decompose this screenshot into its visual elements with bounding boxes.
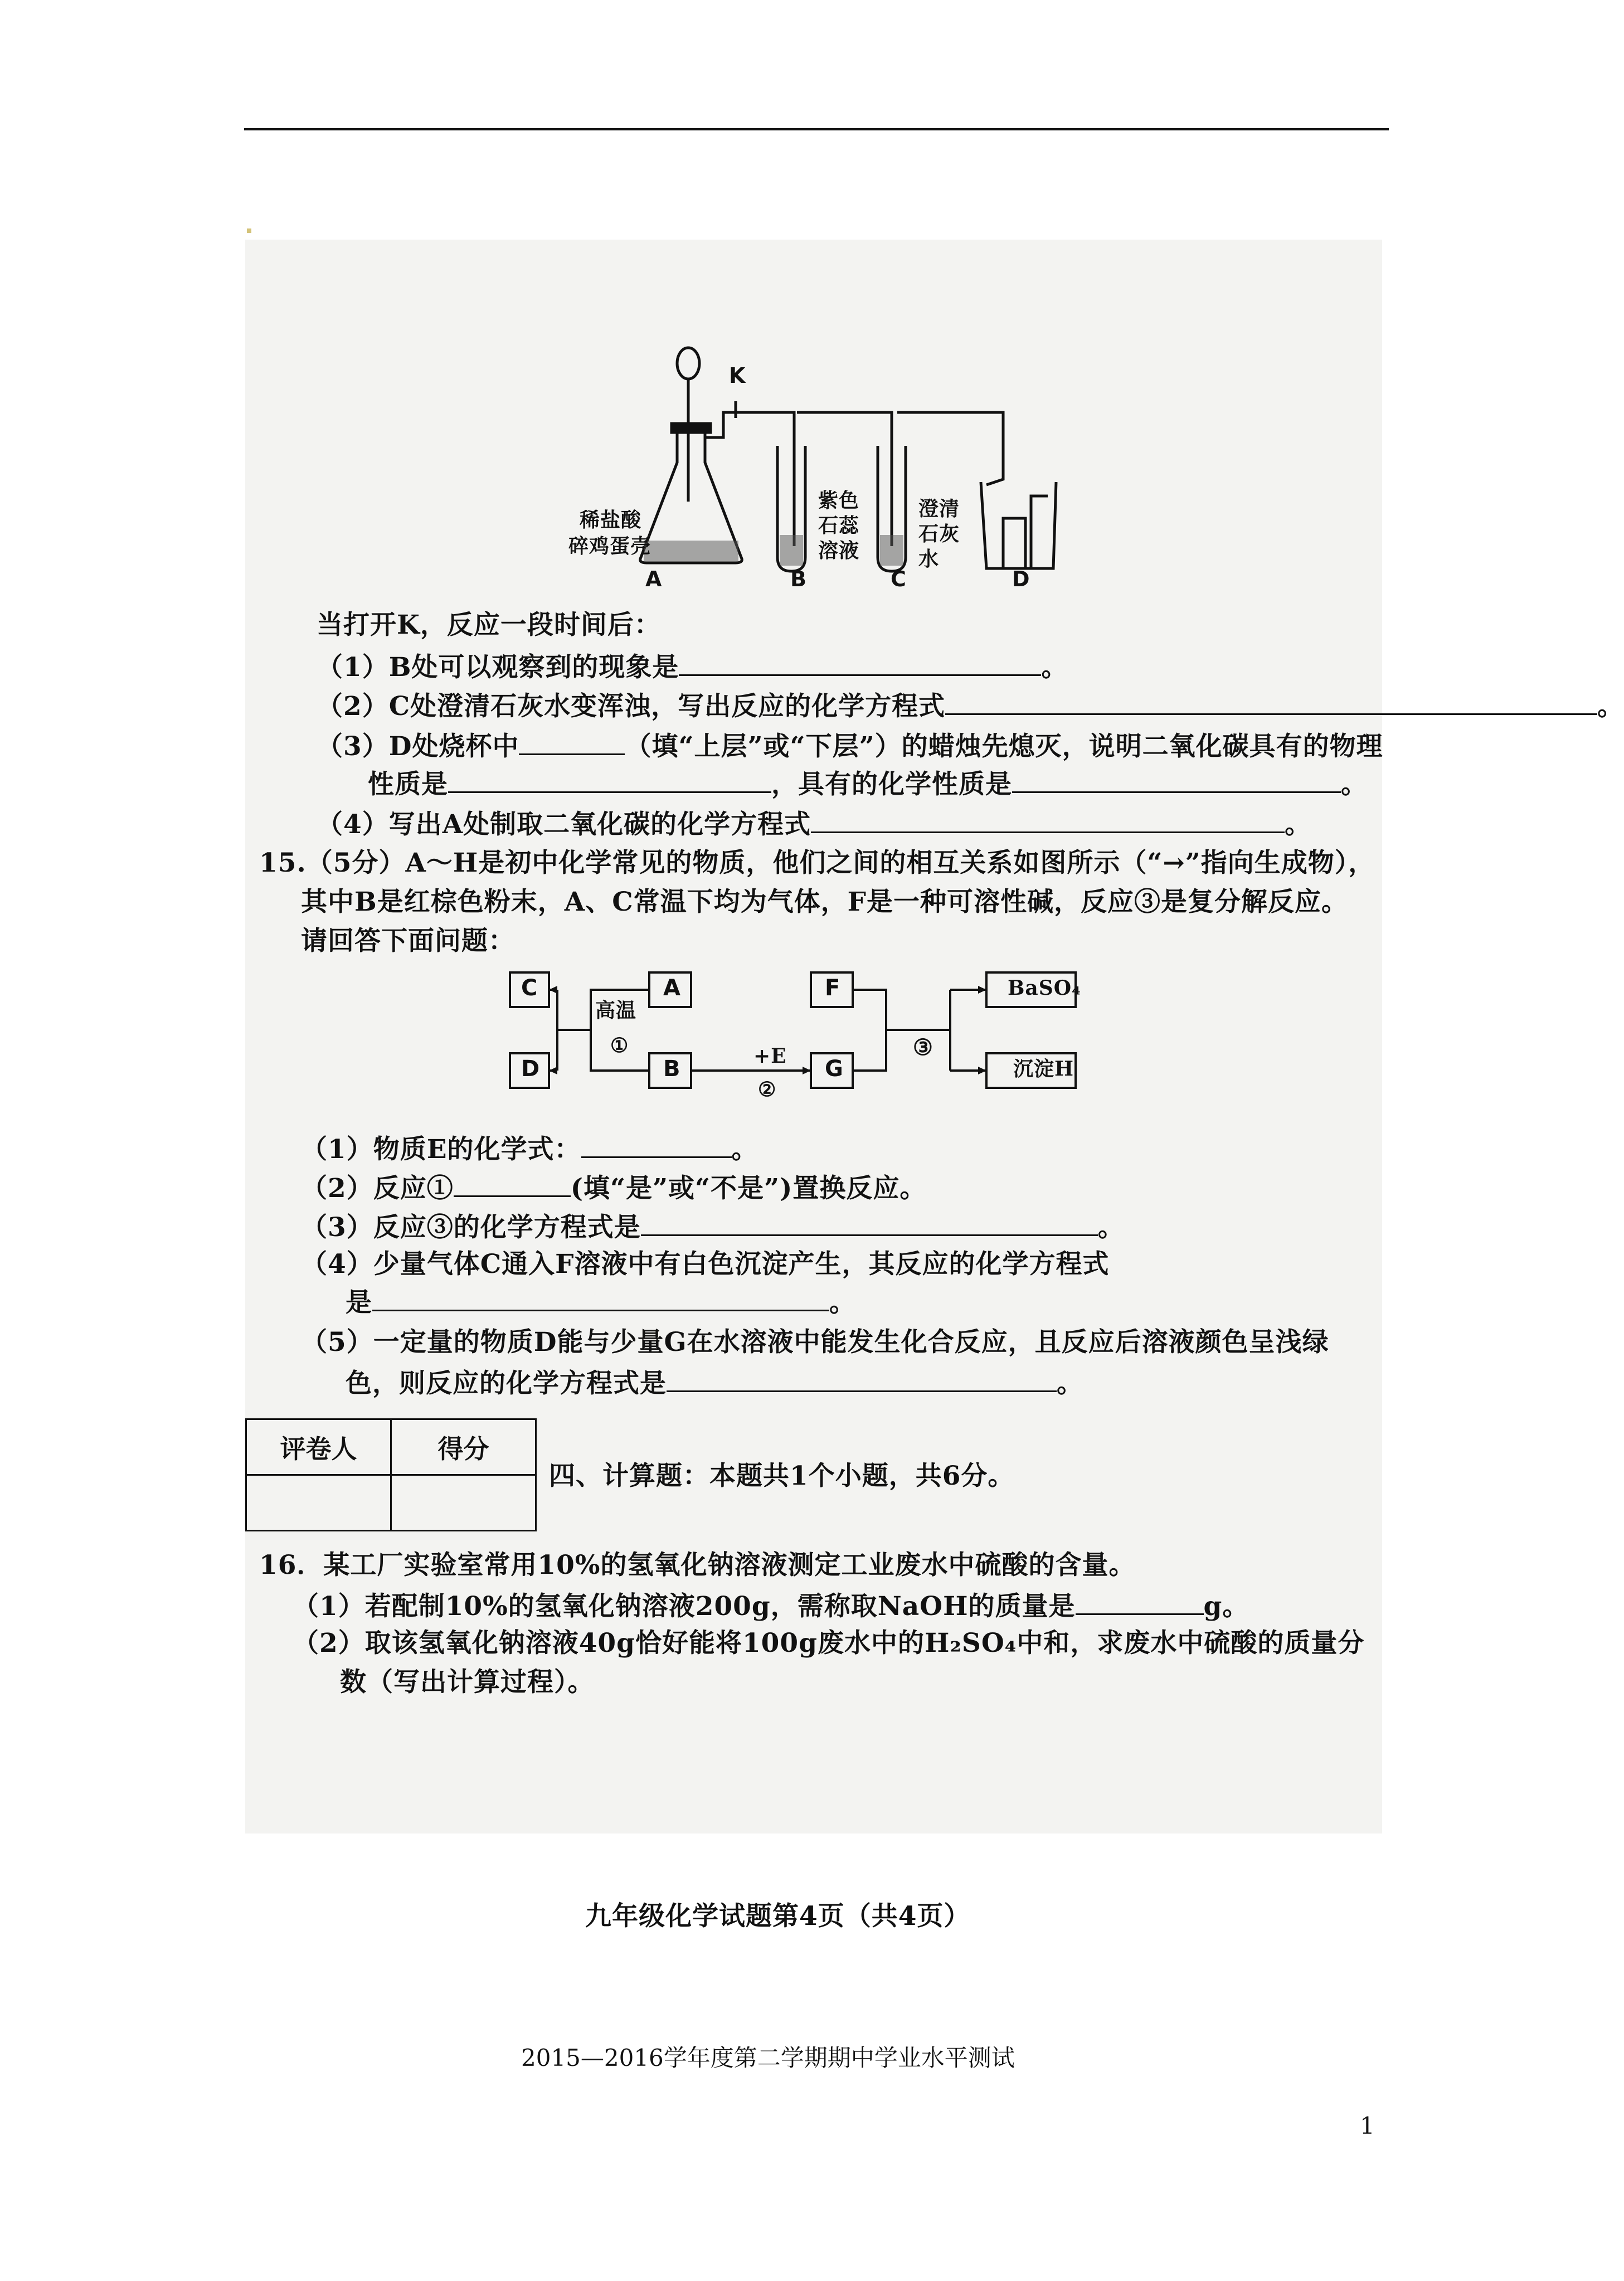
box-c: C	[521, 975, 538, 1001]
key-label: K	[729, 363, 746, 388]
q15-part4-line2: 是 。	[346, 1287, 856, 1318]
q15-line1: 15.（5分）A～H是初中化学常见的物质，他们之间的相互关系如图所示（“→”指向生成物），	[259, 848, 1375, 878]
box-a: A	[663, 975, 681, 1001]
reaction2-mark: ②	[758, 1078, 777, 1101]
tube-b-label-3: 溶液	[818, 539, 860, 562]
box-b: B	[663, 1056, 681, 1082]
box-d: D	[521, 1056, 541, 1082]
score-table-grader-cell[interactable]	[246, 1475, 391, 1531]
q15-part4-line1: （4）少量气体C通入F溶液中有白色沉淀产生，其反应的化学方程式	[301, 1249, 1110, 1280]
reaction1-condition: 高温	[595, 999, 637, 1022]
box-precipitate-h: 沉淀H	[1013, 1057, 1074, 1081]
station-label-a: A	[645, 567, 663, 591]
score-table-grader-header: 评卷人	[246, 1419, 391, 1475]
q15-part1: （1）物质E的化学式： 。	[301, 1134, 758, 1165]
q16-line1: 16．某工厂实验室常用10%的氢氧化钠溶液测定工业废水中硫酸的含量。	[259, 1550, 1136, 1580]
section-four-heading: 四、计算题：本题共1个小题，共6分。	[549, 1461, 1015, 1491]
q14-part4: （4）写出A处制取二氧化碳的化学方程式 。	[317, 809, 1312, 840]
station-label-b: B	[790, 567, 807, 591]
q14-part2: （2）C处澄清石灰水变浑浊，写出反应的化学方程式 。	[317, 691, 1624, 722]
q15-part5-line2: 色，则反应的化学方程式是 。	[346, 1368, 1083, 1399]
reaction3-mark: ③	[913, 1034, 933, 1061]
q14-part3-line2: 性质是 ，具有的化学性质是 。	[368, 769, 1368, 800]
box-baso4: BaSO₄	[1008, 976, 1081, 1000]
tube-c-label-3: 水	[918, 547, 940, 571]
q16-part1: （1）若配制10%的氢氧化钠溶液200g，需称取NaOH的质量是 g。	[293, 1591, 1249, 1622]
station-label-c: C	[891, 567, 907, 591]
q14-part3-line1: （3）D处烧杯中 （填“上层”或“下层”）的蜡烛先熄灭，说明二氧化碳具有的物理	[317, 731, 1383, 762]
reaction1-mark: ①	[610, 1034, 629, 1057]
q14-part1: （1）B处可以观察到的现象是 。	[317, 652, 1068, 683]
q14-intro: 当打开K，反应一段时间后：	[317, 610, 661, 640]
q15-part3: （3）反应③的化学方程式是 。	[301, 1212, 1125, 1243]
header-rule	[244, 128, 1389, 130]
q15-line2: 其中B是红棕色粉末，A、C常温下均为气体，F是一种可溶性碱，反应③是复分解反应。	[301, 887, 1348, 917]
score-table-score-cell[interactable]	[391, 1475, 536, 1531]
page-footer: 九年级化学试题第4页（共4页）	[585, 1901, 971, 1932]
scan-mark	[247, 228, 251, 233]
flask-label-shell: 碎鸡蛋壳	[568, 534, 651, 558]
page-number: 1	[1360, 2112, 1375, 2139]
box-f: F	[825, 975, 841, 1001]
box-g: G	[825, 1056, 844, 1082]
q16-part2-line2: 数（写出计算过程）。	[340, 1667, 595, 1698]
reaction2-label: +E	[753, 1044, 787, 1068]
score-table	[245, 1418, 537, 1531]
q15-part5-line1: （5）一定量的物质D能与少量G在水溶液中能发生化合反应，且反应后溶液颜色呈浅绿	[301, 1327, 1329, 1358]
tube-b-label-2: 石蕊	[818, 514, 860, 537]
tube-c-label-2: 石灰	[918, 522, 960, 546]
q15-part2: （2）反应① (填“是”或“不是”)置换反应。	[301, 1173, 927, 1204]
q15-line3: 请回答下面问题：	[301, 926, 515, 956]
station-label-d: D	[1012, 567, 1030, 591]
tube-b-label-1: 紫色	[818, 489, 860, 512]
document-title: 2015—2016学年度第二学期期中学业水平测试	[521, 2044, 1015, 2071]
tube-c-label-1: 澄清	[918, 497, 960, 521]
score-table-score-header: 得分	[391, 1419, 536, 1475]
flask-label-acid: 稀盐酸	[580, 508, 642, 532]
q16-part2-line1: （2）取该氢氧化钠溶液40g恰好能将100g废水中的H₂SO₄中和，求废水中硫酸的质量分	[293, 1628, 1365, 1659]
